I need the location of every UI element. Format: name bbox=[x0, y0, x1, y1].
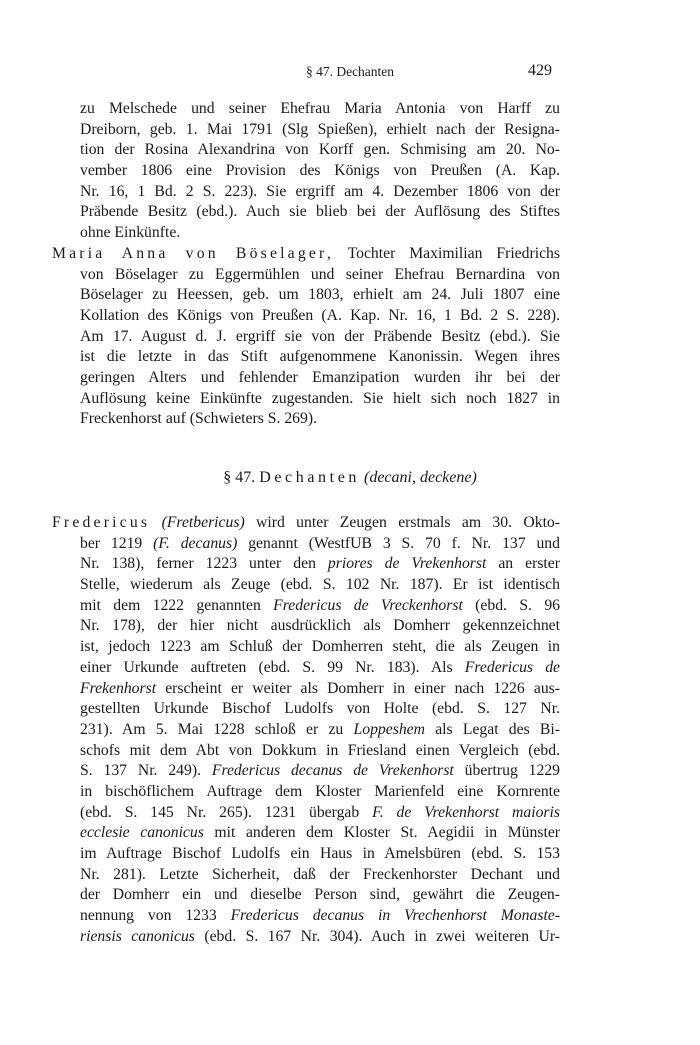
italic-citation: riensis canonicus bbox=[80, 927, 195, 945]
page-header bbox=[0, 62, 700, 86]
text-segment: der Domherr ein und dieselbe Person sind, gewährt die Zeugen- bbox=[80, 886, 560, 904]
text-segment: nennung von 1233 bbox=[80, 907, 231, 925]
text-segment: mit dem 1222 genannten bbox=[80, 596, 274, 614]
text-segment: wird unter Zeugen erstmals am 30. Okto- bbox=[244, 514, 560, 531]
italic-citation: ecclesie canonicus bbox=[80, 824, 204, 842]
text-segment: Auflösung keine Einkünfte zugestanden. Sie hielt sich noch 1827 in bbox=[80, 389, 560, 407]
text-line bbox=[80, 99, 560, 120]
text-segment: geringen Alters und fehlender Emanzipation wurden ihr bei der bbox=[80, 368, 560, 386]
text-line bbox=[80, 327, 560, 348]
text-line bbox=[80, 679, 560, 700]
text-line bbox=[80, 885, 560, 906]
text-segment: mit anderen dem Kloster St. Aegidii in Münster bbox=[203, 824, 560, 842]
text-line bbox=[80, 927, 560, 948]
text-segment: Nr. 178), der hier nicht ausdrücklich als Domherr gekennzeichnet bbox=[80, 617, 560, 635]
text-line bbox=[80, 389, 560, 410]
entries-continued-block bbox=[52, 99, 560, 430]
text-segment: Nr. 281). Letzte Sicherheit, daß der Freckenhorster Dechant und bbox=[80, 865, 560, 883]
text-line bbox=[80, 699, 560, 720]
text-segment: Nr. 138), ferner 1223 unter den bbox=[80, 555, 328, 573]
text-segment: Kollation des Königs von Preußen (A. Kap. Nr. 16, 1 Bd. 2 S. 228). bbox=[80, 306, 560, 324]
text-segment: Freckenhorst auf (Schwieters S. 269). bbox=[80, 410, 317, 428]
text-segment: 231). Am 5. Mai 1228 schloß er zu bbox=[80, 720, 354, 738]
text-segment: Nr. 16, 1 Bd. 2 S. 223). Sie ergriff am 4. Dezember 1806 von der bbox=[80, 182, 560, 200]
text-line bbox=[80, 823, 560, 844]
italic-citation: F. de Vrekenhorst maioris bbox=[372, 803, 560, 821]
text-line bbox=[80, 223, 560, 244]
running-title: § 47. Dechanten bbox=[305, 64, 395, 79]
text-line bbox=[80, 265, 560, 286]
text-line bbox=[80, 782, 560, 803]
italic-citation: Fredericus decanus in Vrechenhorst Monaste- bbox=[230, 907, 560, 925]
text-line bbox=[80, 906, 560, 927]
entry-name: Maria Anna von Böselager, bbox=[52, 244, 334, 262]
text-line bbox=[80, 844, 560, 865]
text-segment: schofs mit dem Abt von Dokkum in Friesland einen Vergleich (ebd. bbox=[80, 741, 560, 759]
italic-citation: (Fretbericus) bbox=[161, 514, 245, 531]
text-line bbox=[80, 596, 560, 617]
text-segment: (ebd. S. 167 Nr. 304). Auch in zwei weiteren Ur- bbox=[194, 927, 560, 945]
text-line bbox=[80, 306, 560, 327]
italic-citation: priores de Vrekenhorst bbox=[327, 555, 487, 573]
italic-citation: Fredericus decanus de Vrekenhorst bbox=[211, 762, 454, 780]
italic-citation: (F. decanus) bbox=[153, 534, 238, 552]
text-line bbox=[80, 741, 560, 762]
text-segment: vember 1806 eine Provision des Königs von Preußen (A. Kap. bbox=[80, 162, 560, 180]
text-segment: im Auftrage Bischof Ludolfs ein Haus in Amelsbüren (ebd. S. 153 bbox=[80, 845, 560, 862]
text-line bbox=[80, 658, 560, 679]
text-segment: erscheint er weiter als Domherr in einer nach 1226 aus- bbox=[156, 679, 560, 697]
text-line bbox=[80, 368, 560, 389]
text-segment: ist, jedoch 1223 am Schluß der Domherren steht, die als Zeugen in bbox=[80, 638, 560, 656]
text-segment: ber 1219 bbox=[80, 534, 154, 552]
text-segment: genannt (WestfUB 3 S. 70 f. Nr. 137 und bbox=[237, 534, 560, 552]
section-entries-block bbox=[52, 513, 560, 947]
text-segment: ohne Einkünfte. bbox=[80, 224, 181, 242]
text-line bbox=[80, 554, 560, 575]
text-line bbox=[80, 409, 560, 430]
text-line bbox=[80, 182, 560, 203]
text-line bbox=[80, 120, 560, 141]
text-segment: Tochter Maximilian Friedrichs bbox=[333, 244, 560, 262]
section-heading bbox=[0, 468, 700, 488]
text-segment: an erster bbox=[486, 555, 560, 573]
text-line bbox=[80, 761, 560, 782]
text-segment: Dreiborn, geb. 1. Mai 1791 (Slg Spießen), erhielt nach der Resigna- bbox=[80, 120, 560, 138]
text-line bbox=[80, 202, 560, 223]
italic-citation: Frekenhorst bbox=[80, 679, 157, 697]
section-heading-latin: (decani, deckene) bbox=[364, 469, 477, 486]
text-line bbox=[52, 513, 560, 534]
text-segment: S. 137 Nr. 249). bbox=[80, 762, 212, 780]
text-segment: Am 17. August d. J. ergriff sie von der Präbende Besitz (ebd.). Sie bbox=[80, 327, 560, 345]
text-segment: in bischöflichem Auftrage dem Kloster Marienfeld eine Kornrente bbox=[80, 782, 560, 800]
text-line bbox=[80, 575, 560, 596]
text-line bbox=[80, 140, 560, 161]
text-segment: tion der Rosina Alexandrina von Korff gen. Schmising am 20. No- bbox=[80, 141, 560, 159]
text-line bbox=[80, 534, 560, 555]
text-line bbox=[80, 285, 560, 306]
text-segment: Stelle, wiederum als Zeuge (ebd. S. 102 Nr. 187). Er ist identisch bbox=[80, 576, 560, 594]
text-line bbox=[80, 637, 560, 658]
text-line bbox=[80, 865, 560, 886]
text-line bbox=[80, 720, 560, 741]
page-number: 429 bbox=[528, 62, 552, 79]
text-segment: gestellten Urkunde Bischof Ludolfs von Holte (ebd. S. 127 Nr. bbox=[80, 700, 560, 718]
text-segment: (ebd. S. 145 Nr. 265). 1231 übergab bbox=[80, 803, 373, 821]
text-line bbox=[80, 616, 560, 637]
italic-citation: Fredericus de Vreckenhorst bbox=[273, 596, 463, 614]
text-segment: (ebd. S. 96 bbox=[462, 596, 560, 614]
text-segment: Präbende Besitz (ebd.). Auch sie blieb bei der Auflösung des Stiftes bbox=[80, 203, 560, 221]
text-segment: einer Urkunde auftreten (ebd. S. 99 Nr. 183). Als bbox=[80, 658, 465, 676]
text-segment: von Böselager zu Eggermühlen und seiner Ehefrau Bernardina von bbox=[80, 265, 560, 283]
text-line bbox=[52, 244, 560, 265]
text-segment: als Legat des Bi- bbox=[424, 720, 560, 738]
text-segment: übertrug 1229 bbox=[453, 762, 560, 780]
entry-name: Fredericus bbox=[52, 514, 151, 531]
text-line bbox=[80, 803, 560, 824]
italic-citation: Fredericus de bbox=[464, 658, 560, 676]
section-heading-prefix: § 47. bbox=[223, 469, 260, 486]
text-segment: Böselager zu Heessen, geb. um 1803, erhielt am 24. Juli 1807 eine bbox=[80, 286, 560, 304]
section-heading-title: Dechanten bbox=[259, 469, 360, 486]
italic-citation: Loppeshem bbox=[353, 720, 425, 738]
text-segment: ist die letzte in das Stift aufgenommene Kanonissin. Wegen ihres bbox=[80, 348, 560, 366]
text-line bbox=[80, 161, 560, 182]
text-segment: zu Melschede und seiner Ehefrau Maria Antonia von Harff zu bbox=[80, 100, 560, 117]
text-line bbox=[80, 347, 560, 368]
text-segment bbox=[150, 514, 161, 531]
